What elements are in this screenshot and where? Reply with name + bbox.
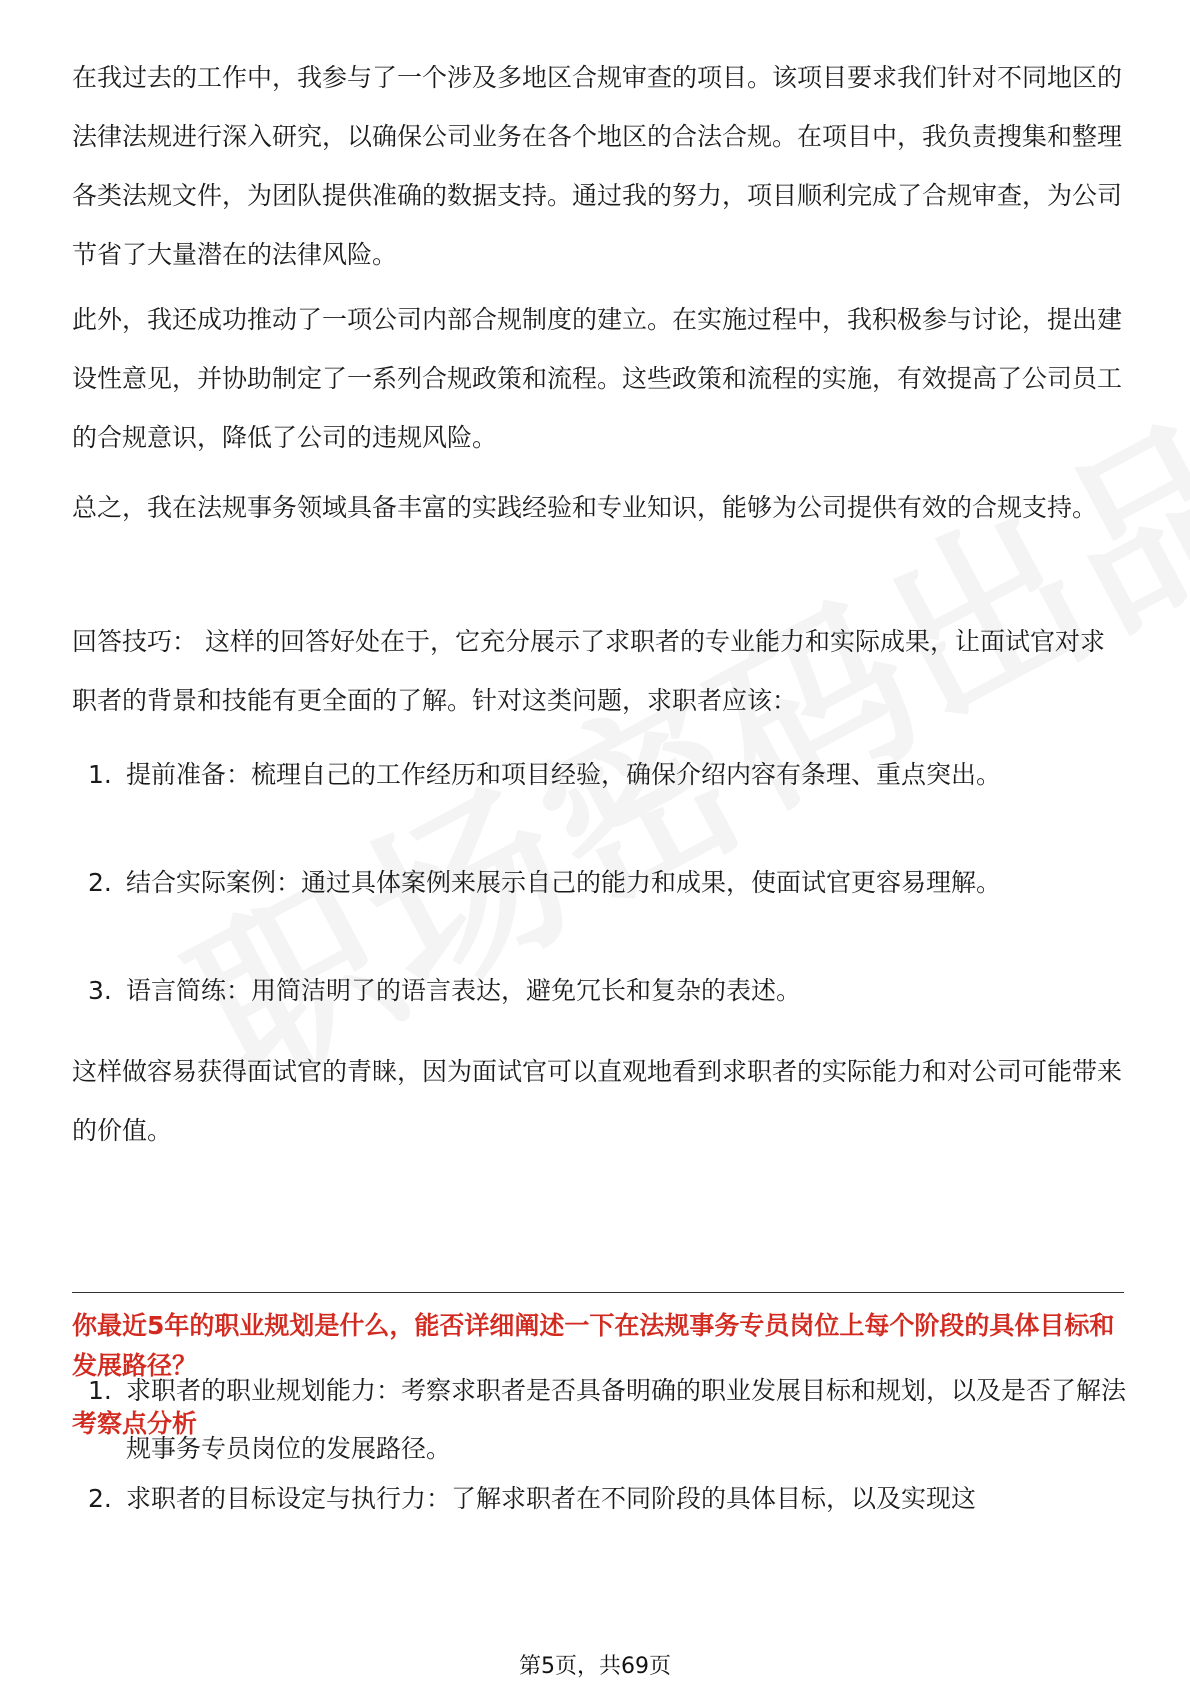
list-number: 1. xyxy=(88,760,112,789)
paragraph-closing: 这样做容易获得面试官的青睐，因为面试官可以直观地看到求职者的实际能力和对公司可能带来的价值。 xyxy=(72,1057,1123,1145)
list-text: 提前准备：梳理自己的工作经历和项目经验，确保介绍内容有条理、重点突出。 xyxy=(126,760,1002,789)
paragraph-project-experience: 在我过去的工作中，我参与了一个涉及多地区合规审查的项目。该项目要求我们针对不同地区的法律法规进行深入研究，以确保公司业务在各个地区的合法合规。在项目中，我负责搜集和整理各类法规文件，为团队提供准确的数据支持。通过我的努力，项目顺利完成了合规审查，为公司节省了大量潜在的法律风险。 xyxy=(72,63,1123,269)
paragraph-compliance-system: 此外，我还成功推动了一项公司内部合规制度的建立。在实施过程中，我积极参与讨论，提出建设性意见，并协助制定了一系列合规政策和流程。这些政策和流程的实施，有效提高了公司员工的合规意识，降低了公司的违规风险。 xyxy=(72,305,1123,452)
list-number: 2. xyxy=(88,868,112,897)
list-text: 求职者的职业规划能力：考察求职者是否具备明确的职业发展目标和规划，以及是否了解法规事务专员岗位的发展路径。 xyxy=(126,1376,1127,1463)
question-heading: 你最近5年的职业规划是什么，能否详细阐述一下在法规事务专员岗位上每个阶段的具体目标和发展路径？ xyxy=(72,1311,1115,1380)
list-text: 求职者的目标设定与执行力：了解求职者在不同阶段的具体目标，以及实现这 xyxy=(126,1484,977,1513)
paragraph-summary: 总之，我在法规事务领域具备丰富的实践经验和专业知识，能够为公司提供有效的合规支持。 xyxy=(72,493,1098,522)
list-number: 2. xyxy=(88,1484,112,1513)
section-divider xyxy=(72,1292,1124,1293)
list-number: 1. xyxy=(88,1376,112,1405)
page-number-footer: 第5页，共69页 xyxy=(519,1654,671,1679)
list-text: 语言简练：用简洁明了的语言表达，避免冗长和复杂的表述。 xyxy=(126,976,802,1005)
list-number: 3. xyxy=(88,976,112,1005)
list-text: 结合实际案例：通过具体案例来展示自己的能力和成果，使面试官更容易理解。 xyxy=(126,868,1002,897)
section-title: 考察点分析 xyxy=(72,1409,198,1438)
paragraph-answer-tips: 回答技巧： 这样的回答好处在于，它充分展示了求职者的专业能力和实际成果，让面试官对求职者的背景和技能有更全面的了解。针对这类问题，求职者应该： xyxy=(72,627,1105,715)
